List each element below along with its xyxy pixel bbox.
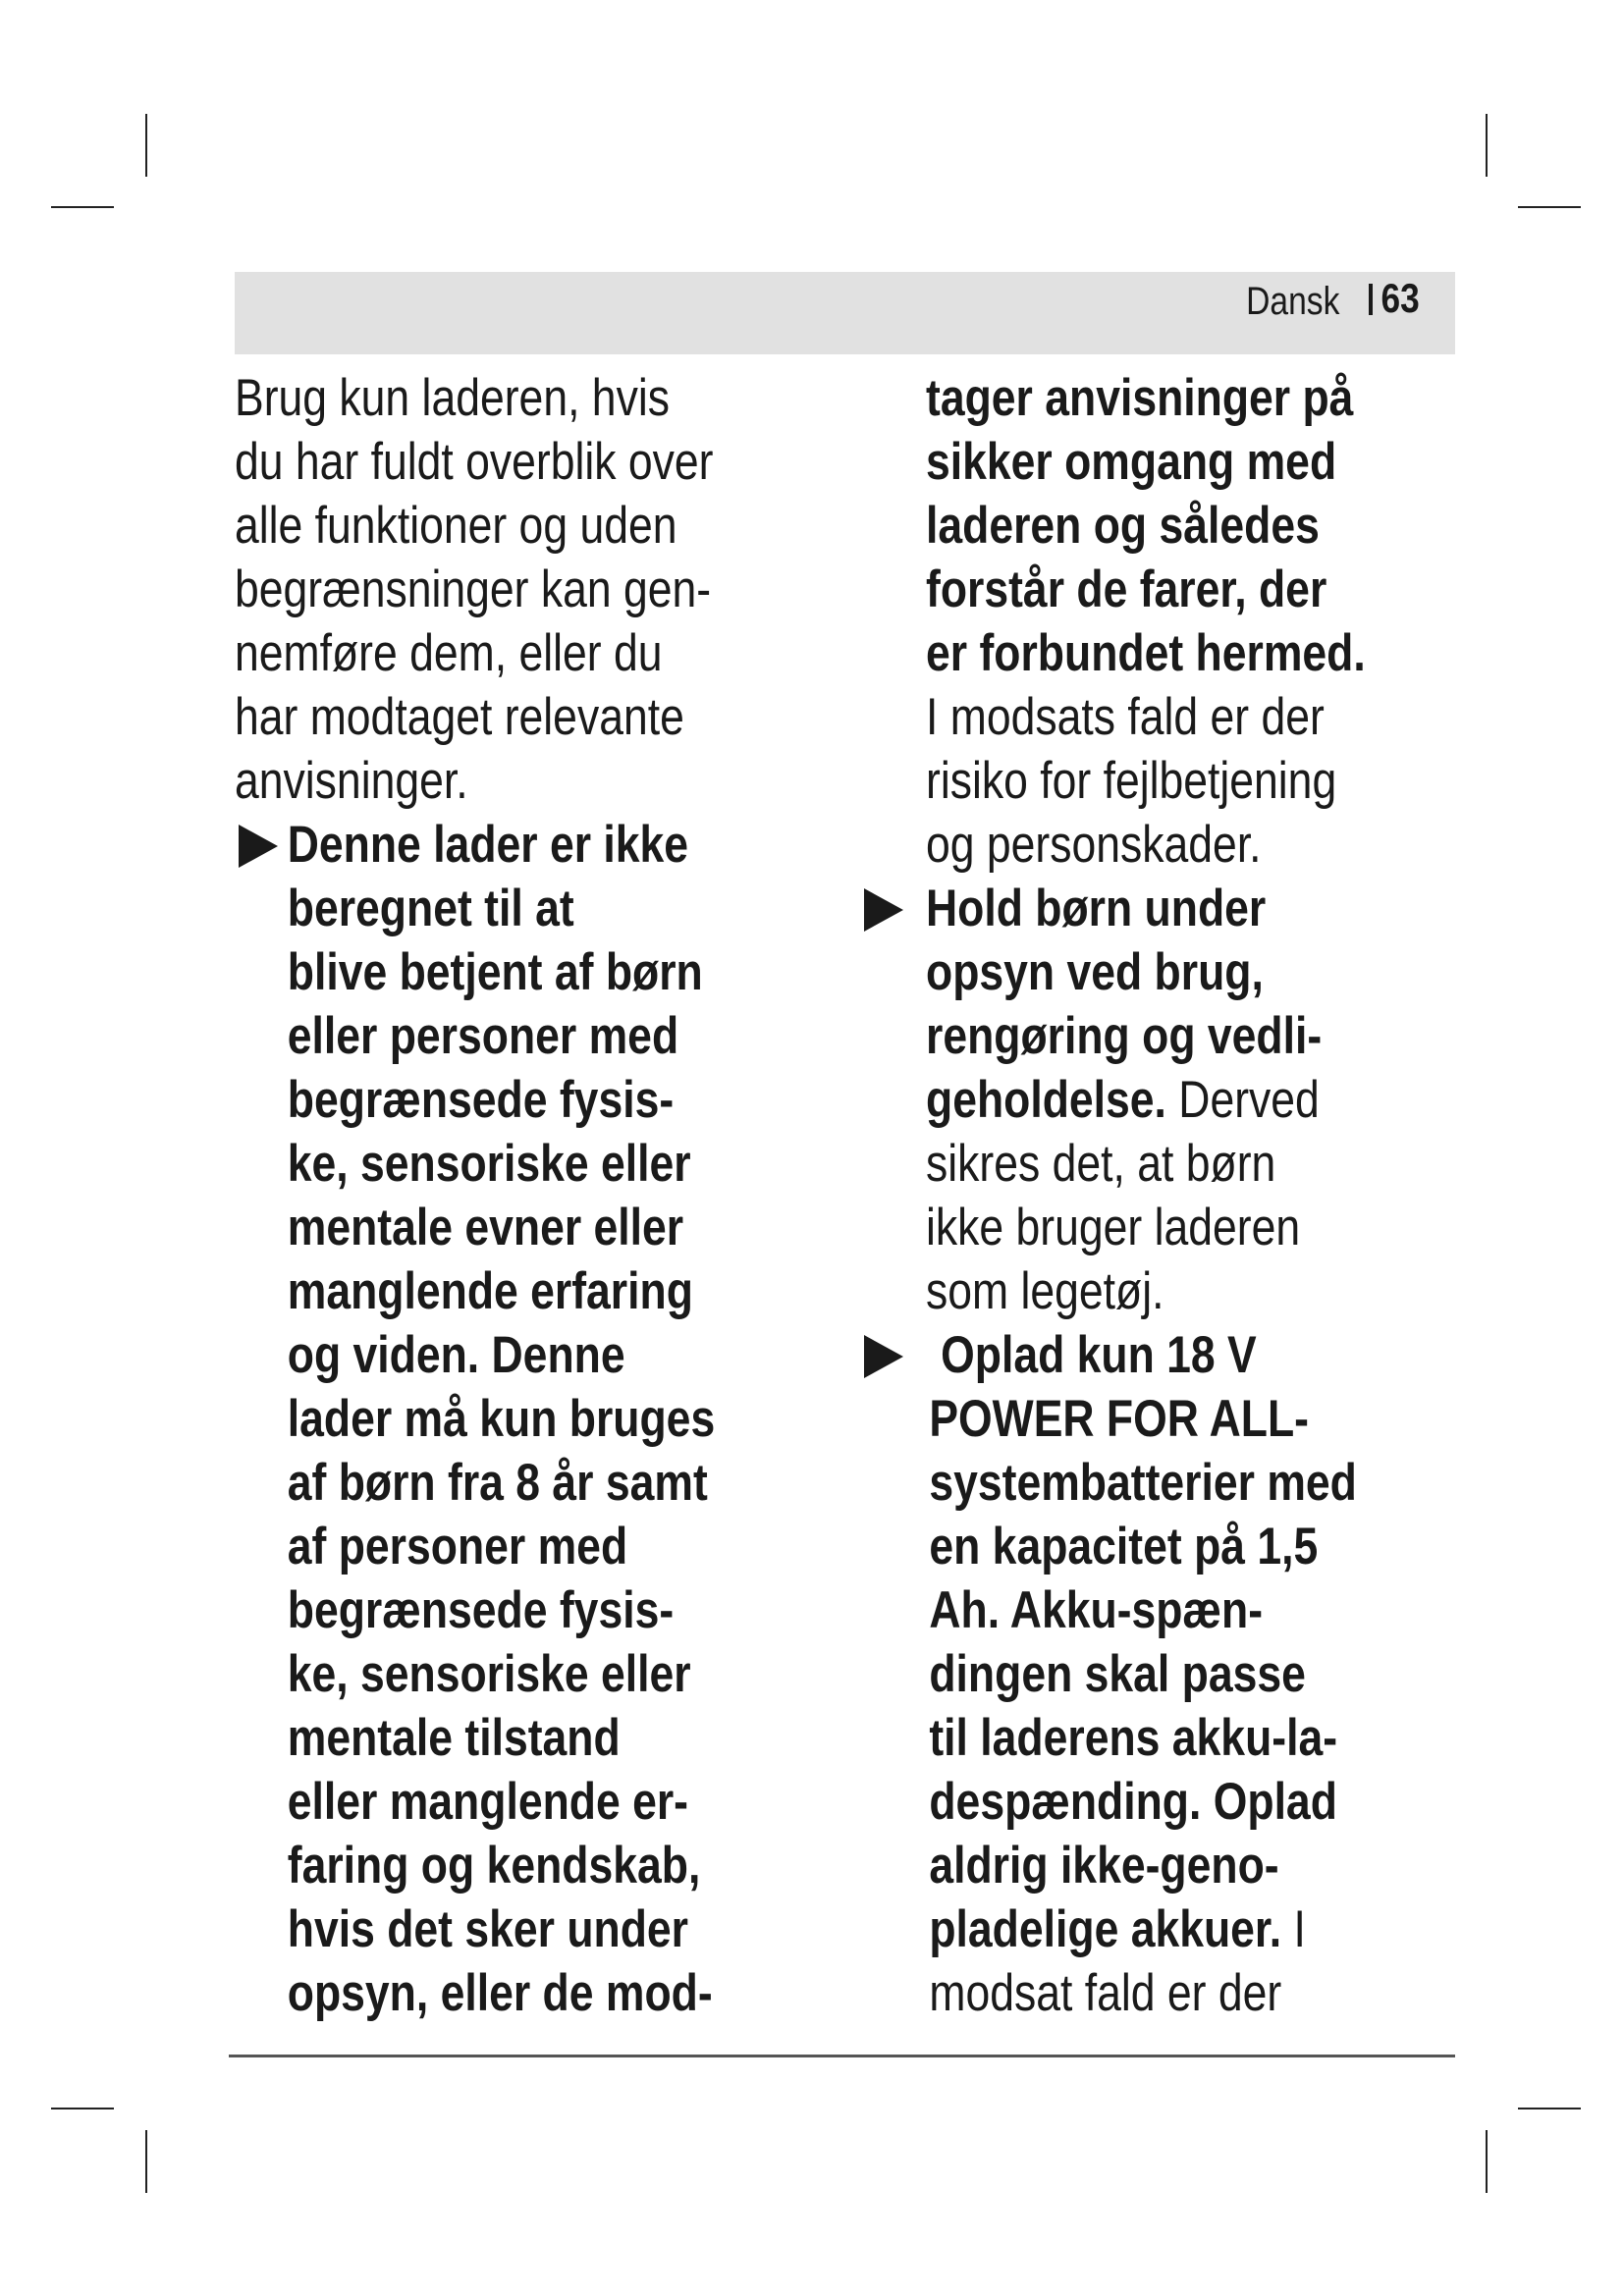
bold-line: dingen skal passe: [929, 1645, 1306, 1703]
text-line: begrænsninger kan gen-: [235, 561, 712, 618]
bold-line: rengøring og vedli-: [926, 1007, 1323, 1065]
bullet-children-warning: [235, 813, 806, 2025]
bold-line: eller manglende er-: [287, 1773, 689, 1831]
bold-line: begrænsede fysis-: [287, 1581, 675, 1639]
bold-line: af personer med: [287, 1518, 628, 1575]
bold-line: POWER FOR ALL-: [929, 1390, 1309, 1448]
bold-line: faring og kendskab,: [287, 1837, 701, 1895]
triangle-bullet-icon: [864, 888, 903, 932]
bold-line: ke, sensoriske eller: [287, 1645, 691, 1703]
bold-line: ke, sensoriske eller: [287, 1135, 691, 1193]
bold-line: er forbundet hermed.: [926, 624, 1366, 682]
bold-line: sikker omgang med: [926, 433, 1337, 491]
text-line: har modtaget relevante: [235, 688, 684, 746]
bold-run: geholdelse.: [926, 1071, 1166, 1129]
bold-line: Hold børn under: [926, 880, 1267, 937]
bold-line: Oplad kun 18 V: [941, 1326, 1257, 1384]
crop-mark: [1486, 2130, 1488, 2193]
text-line: anvisninger.: [235, 752, 468, 810]
bold-line: begrænsede fysis-: [287, 1071, 675, 1129]
crop-mark: [1518, 206, 1581, 208]
bullet-battery-warning: [926, 1323, 1449, 2025]
bold-line: systembatterier med: [929, 1454, 1357, 1512]
header-separator: [1369, 284, 1373, 315]
bold-line: despænding. Oplad: [929, 1773, 1337, 1831]
bold-line: Ah. Akku-spæn-: [929, 1581, 1264, 1639]
bold-line: beregnet til at: [287, 880, 574, 937]
page-header: [235, 272, 1455, 354]
page-number: 63: [1380, 275, 1420, 321]
bold-line: og viden. Denne: [287, 1326, 625, 1384]
bold-line: opsyn, eller de mod-: [287, 1964, 713, 2022]
text-line: du har fuldt overblik over: [235, 433, 714, 491]
bold-line: Denne lader er ikke: [287, 816, 689, 874]
continued-paragraph: [926, 366, 1449, 877]
bold-line: laderen og således: [926, 497, 1320, 555]
text-line: og personskader.: [926, 816, 1262, 874]
crop-mark: [51, 2108, 114, 2109]
bold-line: af børn fra 8 år samt: [287, 1454, 708, 1512]
bold-line: opsyn ved brug,: [926, 943, 1264, 1001]
intro-paragraph: [235, 366, 806, 813]
normal-run: I: [1281, 1900, 1306, 1958]
mixed-line: [926, 1897, 1366, 1961]
bold-line: forstår de farer, der: [926, 561, 1327, 618]
right-column: [926, 366, 1449, 2025]
mixed-line: [926, 1068, 1366, 1132]
text-line: ikke bruger laderen: [926, 1199, 1301, 1256]
crop-mark: [145, 2130, 147, 2193]
normal-run: Derved: [1165, 1071, 1320, 1129]
crop-mark: [51, 206, 114, 208]
bold-line: eller personer med: [287, 1007, 679, 1065]
crop-mark: [145, 114, 147, 177]
text-line: sikres det, at børn: [926, 1135, 1276, 1193]
bold-line: aldrig ikke-geno-: [929, 1837, 1279, 1895]
crop-mark: [1518, 2108, 1581, 2109]
footer-rule: [229, 2055, 1455, 2057]
text-line: nemføre dem, eller du: [235, 624, 663, 682]
bold-line: mentale tilstand: [287, 1709, 621, 1767]
bold-line: mentale evner eller: [287, 1199, 684, 1256]
bold-line: en kapacitet på 1,5: [929, 1518, 1319, 1575]
text-line: modsat fald er der: [929, 1964, 1282, 2022]
bold-line: tager anvisninger på: [926, 369, 1354, 427]
text-line: I modsats fald er der: [926, 688, 1325, 746]
bold-run: pladelige akkuer.: [929, 1900, 1282, 1958]
left-column: [235, 366, 806, 2025]
text-line: som legetøj.: [926, 1262, 1164, 1320]
text-line: alle funktioner og uden: [235, 497, 677, 555]
bold-line: manglende erfaring: [287, 1262, 693, 1320]
bold-line: lader må kun bruges: [287, 1390, 716, 1448]
text-line: Brug kun laderen, hvis: [235, 369, 670, 427]
header-language: Dansk: [1245, 280, 1339, 323]
text-line: risiko for fejlbetjening: [926, 752, 1337, 810]
bold-line: til laderens akku-la-: [929, 1709, 1338, 1767]
bullet-supervise-children: [926, 877, 1449, 1323]
triangle-bullet-icon: [864, 1335, 903, 1378]
crop-mark: [1486, 114, 1488, 177]
bold-line: blive betjent af børn: [287, 943, 703, 1001]
bold-line: hvis det sker under: [287, 1900, 689, 1958]
